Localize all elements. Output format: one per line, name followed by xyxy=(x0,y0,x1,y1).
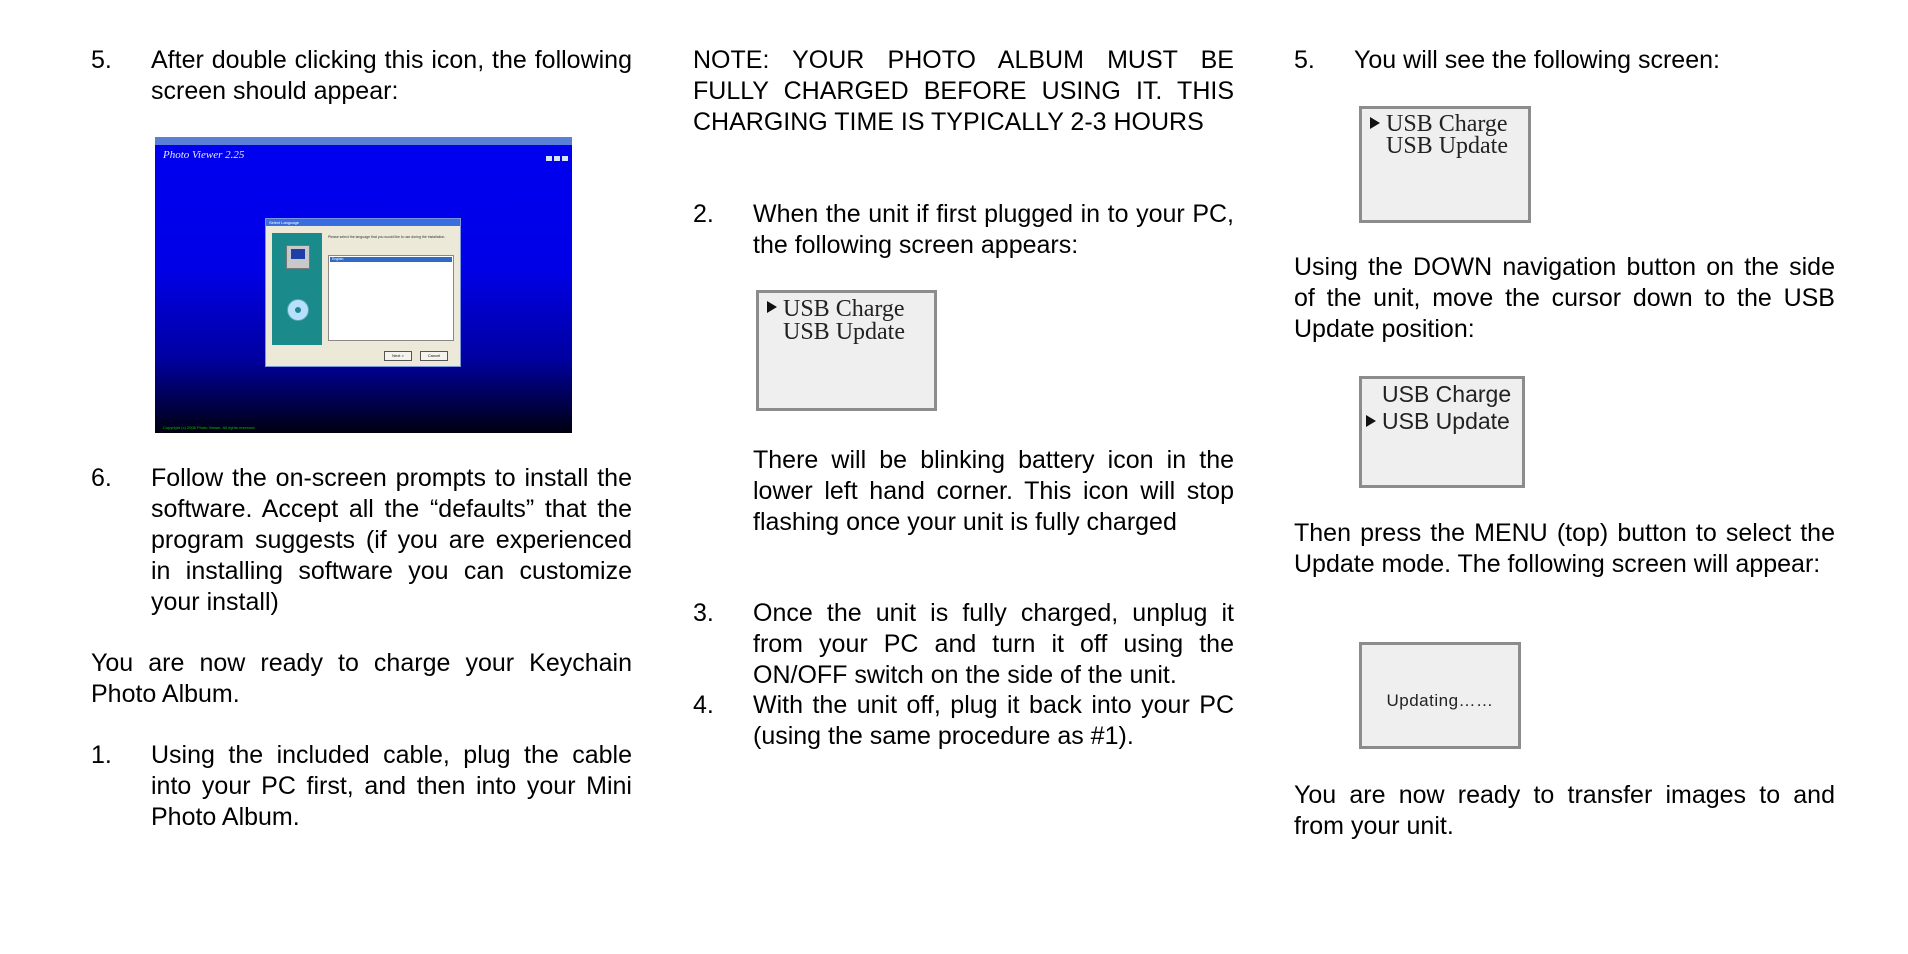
step-text: With the unit off, plug it back into your PC (using the same procedure as #1). xyxy=(753,691,1234,750)
installer-copyright: Copyright (c) 2006 Photo Viewer. All rights reserved. xyxy=(163,425,256,430)
charging-note: NOTE: YOUR PHOTO ALBUM MUST BE FULLY CHARGED BEFORE USING IT. THIS CHARGING TIME IS TYPICALLY 2-3 HOURS xyxy=(693,46,1234,136)
step-number: 3. xyxy=(693,599,714,627)
language-list-item-label: English xyxy=(332,257,344,261)
lcd-line-usb-update: USB Update xyxy=(1386,133,1508,159)
step-number: 1. xyxy=(91,741,112,769)
step-text: After double clicking this icon, the following screen should appear: xyxy=(151,46,632,105)
lcd-screen-update-selected xyxy=(1359,376,1525,488)
dialog-instructions: Please select the language that you would like to use during the installation. xyxy=(328,235,446,239)
menu-button-instruction: Then press the MENU (top) button to select the Update mode. The following screen will appear: xyxy=(1294,519,1835,578)
dialog-side-panel xyxy=(272,233,322,345)
cursor-arrow-icon xyxy=(1370,117,1380,129)
installer-screenshot xyxy=(155,137,572,433)
cursor-arrow-icon xyxy=(1366,415,1376,427)
lcd-screen-updating xyxy=(1359,642,1521,749)
lcd-line-usb-charge: USB Charge xyxy=(1386,111,1508,137)
cancel-button: Cancel xyxy=(420,351,448,361)
step-text: You will see the following screen: xyxy=(1354,46,1720,74)
step-number: 2. xyxy=(693,200,714,228)
language-dialog xyxy=(265,218,461,367)
lcd-line-usb-charge: USB Charge xyxy=(1382,381,1512,407)
ready-to-charge-text: You are now ready to charge your Keychain Photo Album. xyxy=(91,649,632,708)
step-number: 6. xyxy=(91,464,112,492)
computer-icon xyxy=(286,245,310,269)
lcd-updating-text: Updating…… xyxy=(1386,691,1494,710)
step-number: 4. xyxy=(693,691,714,719)
step-number: 5. xyxy=(1294,46,1315,74)
down-navigation-instruction: Using the DOWN navigation button on the side of the unit, move the cursor down to the USB Update position: xyxy=(1294,253,1835,343)
ready-to-transfer-text: You are now ready to transfer images to and from your unit. xyxy=(1294,781,1835,840)
language-list-item xyxy=(330,257,452,262)
window-titlebar xyxy=(155,137,572,145)
lcd-line-usb-charge: USB Charge xyxy=(783,296,905,322)
step-text: Follow the on-screen prompts to install the software. Accept all the “defaults” that the program suggests (if you are experienced in installing software you can customize your install) xyxy=(151,464,632,616)
cursor-arrow-icon xyxy=(767,301,777,313)
lcd-screen-charge-selected xyxy=(1359,106,1531,223)
cd-disc-icon xyxy=(287,299,309,321)
installer-app-title: Photo Viewer 2.25 xyxy=(163,149,245,161)
step-text: Using the included cable, plug the cable into your PC first, and then into your Mini Photo Album. xyxy=(151,741,632,831)
lcd-screen-charge-menu xyxy=(756,290,937,411)
language-list xyxy=(328,255,454,341)
dialog-titlebar xyxy=(266,219,460,226)
dialog-title: Select Language xyxy=(269,220,300,225)
lcd-line-usb-update: USB Update xyxy=(1382,408,1510,434)
step-text: Once the unit is fully charged, unplug it from your PC and turn it off using the ON/OFF switch on the side of the unit. xyxy=(753,599,1234,689)
step-text: When the unit if first plugged in to your PC, the following screen appears: xyxy=(753,200,1234,259)
window-controls-icon xyxy=(544,138,568,144)
step-number: 5. xyxy=(91,46,112,74)
lcd-line-usb-update: USB Update xyxy=(783,319,905,345)
next-button: Next > xyxy=(384,351,412,361)
battery-icon-note: There will be blinking battery icon in the lower left hand corner. This icon will stop flashing once your unit is fully charged xyxy=(753,446,1234,536)
